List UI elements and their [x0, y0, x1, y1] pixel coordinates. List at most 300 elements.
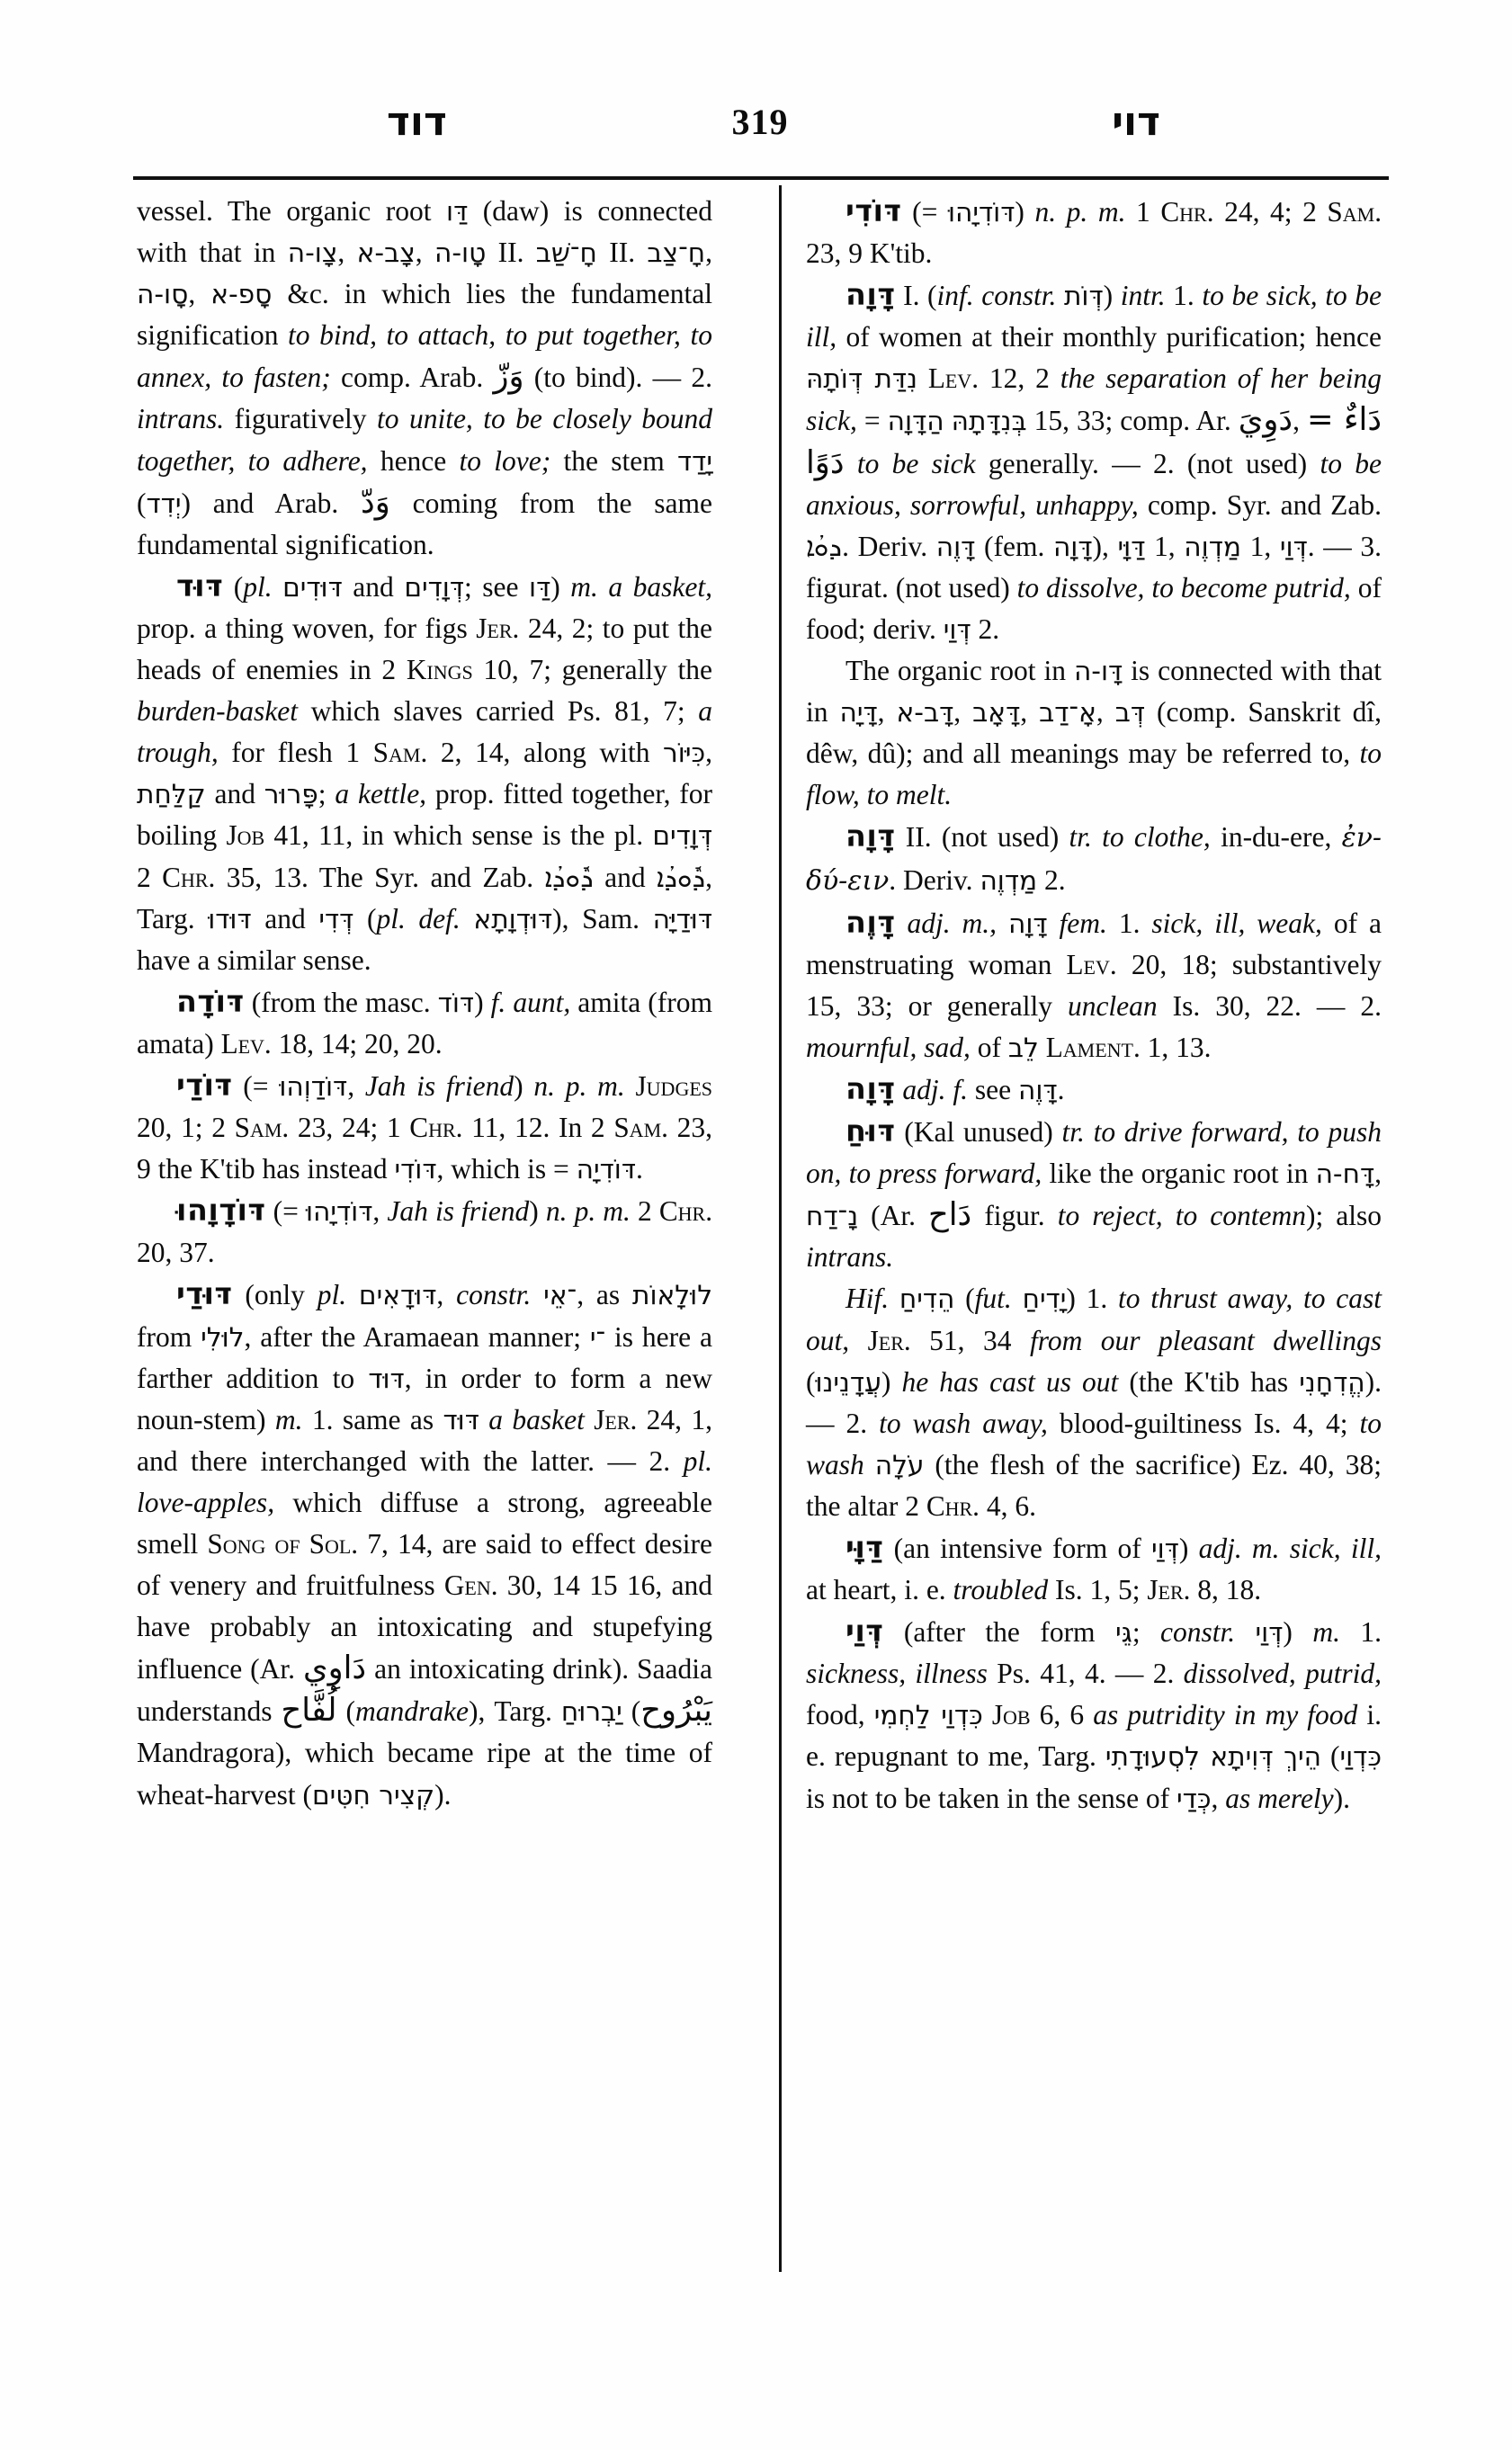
body-text: ,	[337, 237, 357, 269]
gloss-text: pl.	[243, 570, 273, 603]
hebrew-text: סָו‑ה	[137, 279, 189, 310]
gloss-text: tr. to clothe,	[1069, 821, 1211, 854]
hebrew-text: דְּוַי	[1150, 1533, 1179, 1564]
body-text: and	[251, 902, 319, 934]
hebrew-text: דְּוַי	[1255, 1617, 1284, 1649]
gloss-text: intrans.	[137, 403, 225, 435]
hebrew-text: יְדִד	[146, 487, 182, 519]
hebrew-text: פָּרוּר	[264, 779, 318, 810]
body-text	[864, 1449, 875, 1480]
body-text: &c. in which lies the fundamental signification	[137, 278, 712, 352]
body-text: prop. fitted together, for boiling	[137, 778, 713, 852]
body-text: (from the masc.	[244, 986, 438, 1018]
entry-headword: דָּוָה	[845, 277, 896, 313]
arabic-text: لُفَّاح	[281, 1692, 337, 1730]
gloss-text: burden-basket	[137, 695, 299, 728]
body-text: (	[223, 570, 244, 603]
body-text: )	[1103, 280, 1121, 312]
scripture-reference: Chr.	[162, 861, 216, 893]
body-text: figuratively	[224, 403, 377, 435]
body-text: (daw) is connected with that in	[137, 195, 712, 269]
hebrew-text: דַּו	[446, 196, 469, 227]
hebrew-text: עֲדָנֵינוּ	[815, 1366, 881, 1398]
body-text: (after the form	[883, 1616, 1115, 1649]
body-text: ,	[705, 737, 712, 769]
hebrew-text: דָּב‑א	[896, 697, 954, 729]
hebrew-text: צָב‑א	[356, 237, 416, 269]
body-text: 1,	[1240, 530, 1280, 562]
hebrew-text: חָ־צַב	[647, 237, 706, 269]
body-text	[1280, 1533, 1290, 1564]
scripture-reference: Kings	[406, 654, 473, 686]
gloss-text: sick, ill, weak,	[1151, 907, 1322, 939]
hebrew-text: נָ־דַח	[806, 1201, 859, 1232]
gloss-text: as merely	[1225, 1782, 1334, 1814]
gloss-text: the separation of her being sick,	[806, 362, 1382, 437]
dictionary-entry	[806, 1611, 1382, 1819]
gloss-text: n. p. m.	[545, 1195, 631, 1228]
body-text	[585, 1404, 594, 1435]
body-text: ,	[1096, 696, 1115, 729]
gloss-text: Jah is friend	[364, 1069, 514, 1102]
body-text	[625, 1070, 636, 1102]
body-text: vessel. The organic root	[137, 195, 447, 227]
hebrew-text: דַּוָּי	[1117, 531, 1146, 562]
hebrew-text: דְּוֹת	[1063, 281, 1104, 312]
hebrew-text: קְצִיר חִטִּים	[312, 1779, 435, 1811]
body-text: )	[550, 570, 571, 603]
body-text: )	[529, 1195, 546, 1228]
entry-headword: דּוֹדִי	[845, 193, 902, 228]
scripture-reference: Sam.	[613, 1112, 668, 1144]
body-text: )	[1178, 1533, 1199, 1564]
body-text: ) 1.	[1066, 1283, 1119, 1315]
body-text: 12, 2	[979, 362, 1060, 395]
body-text: 1,	[1145, 530, 1185, 562]
entry-headword: דּוּד	[176, 568, 224, 604]
hebrew-text: דְּוַי	[1279, 531, 1308, 562]
body-text	[1056, 280, 1064, 311]
body-text: and	[342, 570, 405, 603]
body-text: 2.	[971, 612, 1000, 645]
body-text: 1, 13.	[1140, 1031, 1212, 1063]
gloss-text: to be sick	[856, 447, 976, 479]
gloss-text: adj. f.	[902, 1073, 969, 1105]
body-text: , Targ.	[137, 861, 712, 934]
arabic-text: دَاح	[928, 1196, 972, 1234]
hebrew-text: דָּוֶה	[1018, 1074, 1058, 1105]
entry-headword: דּוֹדַי	[176, 1067, 233, 1103]
syriac-text: ܕܽܘܕܳܐ	[544, 862, 594, 893]
body-text: ,	[1020, 696, 1040, 729]
body-text: I. (	[895, 280, 937, 312]
gloss-text: intr.	[1120, 280, 1166, 312]
body-text: ), Targ.	[469, 1695, 561, 1728]
dictionary-entry	[806, 650, 1382, 816]
hebrew-text: אָ־דַב	[1039, 697, 1096, 729]
hebrew-text: דּוּדְוָתָא	[473, 903, 553, 934]
hebrew-text: בְּנִדָּתָהּ	[951, 406, 1027, 437]
body-text: 11, 12. In 2	[462, 1112, 614, 1144]
body-text: ).	[1333, 1782, 1351, 1814]
body-text	[849, 1325, 867, 1356]
dictionary-entry	[806, 1111, 1382, 1278]
body-text	[1039, 1032, 1046, 1063]
hebrew-text: עֹלָה	[874, 1449, 925, 1480]
hebrew-text: מַדְוֶה	[1184, 531, 1241, 562]
gloss-text: tr. to drive forward, to push on, to press forward,	[806, 1116, 1382, 1190]
dictionary-entry	[137, 1190, 712, 1274]
hebrew-text: דְּוָדִים	[652, 820, 712, 852]
body-text: =	[856, 405, 888, 437]
gloss-text: mandrake	[355, 1695, 470, 1728]
dictionary-entry	[806, 1069, 1382, 1111]
body-text	[983, 1699, 992, 1730]
body-text: (the K'tib has	[1118, 1365, 1300, 1398]
hebrew-text: דּוֹד	[437, 987, 475, 1018]
entry-headword: דָּוָה	[845, 818, 896, 854]
body-text: (	[353, 902, 377, 934]
body-text: ,	[1211, 1782, 1226, 1814]
body-text: from	[137, 1320, 201, 1353]
body-text: 35, 13. The Syr. and Zab.	[215, 861, 545, 893]
gloss-text: to wash	[806, 1407, 1382, 1480]
body-text: ,	[1374, 1158, 1382, 1190]
body-text: the stem	[550, 444, 678, 477]
gloss-text: pl. def.	[376, 902, 461, 934]
gloss-text: pl. love-apples,	[137, 1444, 712, 1518]
body-text: ); also	[1305, 1200, 1382, 1232]
gloss-text: n. p. m.	[1034, 196, 1126, 228]
scripture-reference: Sam.	[234, 1112, 290, 1144]
body-text: i. e. repugnant to me, Targ.	[806, 1699, 1382, 1773]
body-text	[1048, 908, 1060, 939]
body-text	[896, 908, 908, 939]
syriac-text: ܕܘܳܐ	[806, 531, 843, 562]
body-text: ;	[318, 778, 336, 810]
hebrew-text: הֵיךְ דְּוִיתָא לִסְעוּדָתִי	[1105, 1741, 1321, 1773]
body-text: (=	[901, 196, 948, 228]
hebrew-text: דָּח‑ה	[1315, 1158, 1375, 1190]
dictionary-entry	[137, 566, 712, 981]
body-text: food,	[806, 1699, 874, 1731]
dictionary-entry	[806, 816, 1382, 901]
scripture-reference: Song of Sol.	[207, 1528, 359, 1560]
body-text: hence	[367, 444, 460, 477]
body-text: 24, 1, and there interchanged with the latter. — 2.	[137, 1403, 713, 1477]
gloss-text: as putridity in my food	[1093, 1699, 1358, 1731]
hebrew-text: דּוּדִים	[282, 571, 343, 603]
body-text: II.	[596, 237, 648, 269]
scripture-reference: Lev.	[220, 1027, 272, 1060]
scripture-reference: Chr.	[1160, 196, 1214, 228]
scripture-reference: Jer.	[476, 612, 520, 644]
body-text: for flesh 1	[218, 737, 373, 769]
body-text: (	[806, 1365, 816, 1398]
gloss-text: constr.	[456, 1279, 532, 1311]
body-text: have a similar sense.	[137, 943, 371, 976]
right-column	[806, 191, 1382, 1820]
gloss-text: a kettle,	[335, 778, 427, 810]
gloss-text: adj. m.	[1198, 1533, 1280, 1564]
gloss-text: f.	[490, 986, 506, 1018]
body-text: 23, 24; 1	[289, 1112, 410, 1144]
hebrew-text: הֱדִחָנִי	[1299, 1366, 1365, 1398]
hebrew-text: דּוֹדִיָה	[576, 1154, 637, 1185]
gloss-text: m.	[570, 570, 598, 603]
body-text: (	[336, 1695, 356, 1728]
body-text: (only	[232, 1279, 318, 1311]
body-text: ) and Arab.	[181, 487, 362, 519]
column-divider-rule	[779, 185, 782, 2272]
body-text: (an intensive form of	[883, 1533, 1151, 1564]
body-text	[531, 1279, 543, 1310]
body-text: is not to be taken in the sense of	[806, 1782, 1177, 1814]
scripture-reference: Chr.	[658, 1195, 712, 1228]
body-text: 1. same as	[302, 1403, 443, 1435]
hebrew-text: יָדַד	[677, 445, 712, 477]
hebrew-text: קַלַּחַת	[137, 779, 206, 810]
syriac-text: ܕܽܘܕܳܐ	[657, 862, 706, 893]
running-head-left-hebrew: דוד	[387, 99, 447, 145]
hebrew-text: דּוּד	[368, 1363, 405, 1394]
hebrew-text: דְּדִי	[318, 903, 354, 934]
scripture-reference: Lament.	[1045, 1031, 1141, 1063]
hebrew-text: דַּו	[529, 571, 551, 603]
body-text: 24, 2; to put the heads of enemies in 2	[137, 612, 712, 686]
entry-headword: דָּוָה	[845, 1070, 896, 1106]
dictionary-entry	[806, 1527, 1382, 1611]
body-text: 10, 7; generally the	[472, 654, 713, 686]
gloss-text: adj. m.,	[907, 907, 998, 939]
body-text: Is. 30, 22. — 2.	[1157, 989, 1382, 1022]
gloss-text: constr.	[1159, 1616, 1236, 1649]
body-text: (Kal unused)	[895, 1116, 1062, 1149]
arabic-text: دَاءٌ = دَوًا	[806, 401, 1382, 481]
dictionary-entry	[806, 274, 1382, 650]
body-text: , which is =	[436, 1153, 577, 1185]
body-text: .	[1057, 1073, 1065, 1105]
hebrew-text: יָדִיחַ	[1022, 1283, 1067, 1315]
body-text: ,	[705, 237, 713, 269]
scripture-reference: Chr.	[926, 1489, 980, 1522]
body-text: )	[1015, 196, 1035, 228]
body-text: 51, 34	[910, 1324, 1030, 1356]
entry-headword: דּוֹדָוָהוּ	[176, 1193, 266, 1229]
body-text: ,	[188, 278, 211, 310]
body-text: (fem.	[975, 530, 1053, 562]
body-text: Mandragora), which became ripe at the time of wheat-harvest (	[137, 1737, 712, 1811]
body-text: 20, 18; substantively 15, 33; or generally	[806, 948, 1382, 1022]
body-text: II. (not used)	[895, 821, 1069, 854]
body-text: )	[514, 1069, 534, 1102]
hebrew-text: כִּדְוַי	[1339, 1741, 1382, 1773]
body-text: 23, 9 K'tib.	[806, 237, 933, 270]
entry-headword: דָּוֶה	[845, 904, 896, 940]
body-text: 2, 14, along with	[427, 737, 664, 769]
body-text: 1.	[1106, 907, 1152, 939]
greek-text: ἐν-δύ-ειν	[806, 822, 1382, 897]
gloss-text: to be anxious, sorrowful, unhappy,	[806, 447, 1382, 521]
hebrew-text: דְּב	[1114, 697, 1146, 729]
body-text: Is. 1, 5;	[1048, 1574, 1148, 1606]
gloss-text: a basket	[488, 1403, 585, 1435]
gloss-text: sickness, illness	[806, 1658, 988, 1690]
body-text: coming from the same fundamental signification.	[137, 487, 713, 560]
scripture-reference: Lev.	[927, 362, 979, 395]
body-text: 1	[1125, 196, 1161, 228]
body-text: amita (from amata)	[137, 986, 712, 1060]
hebrew-text: חָ־שַׁב	[535, 237, 597, 269]
gloss-text: m.	[1312, 1616, 1340, 1649]
gloss-text: m.	[274, 1403, 303, 1435]
dictionary-entry	[137, 1274, 712, 1815]
hebrew-text: דּוֹדַוְהוּ	[279, 1070, 348, 1102]
gloss-text: Hif.	[845, 1283, 890, 1315]
gloss-text: to reject, to contemn	[1057, 1200, 1306, 1232]
body-text: 20, 1; 2	[137, 1112, 235, 1144]
body-text: Ps. 41, 4. — 2.	[987, 1658, 1184, 1690]
body-text: ),	[1092, 530, 1118, 562]
body-text: , after the Aramaean manner;	[244, 1320, 590, 1353]
hebrew-text: לוּלָאוֹת	[631, 1280, 713, 1311]
hebrew-text: דָּאָב	[972, 697, 1021, 729]
scripture-reference: Job	[991, 1699, 1031, 1731]
header-rule	[133, 176, 1389, 180]
body-text: (	[622, 1695, 641, 1728]
dictionary-entry	[137, 981, 712, 1065]
body-text: ,	[953, 696, 973, 729]
body-text: (the flesh of the sacrifice) Ez. 40, 38; the altar 2	[806, 1448, 1382, 1522]
body-text: (=	[232, 1069, 280, 1102]
page-number: 319	[731, 102, 789, 142]
body-text	[944, 405, 952, 436]
entry-headword: דּוּדַי	[176, 1276, 233, 1312]
entry-headword: דּוֹדָה	[176, 983, 245, 1019]
body-text: II.	[486, 237, 536, 269]
body-text: (=	[265, 1195, 306, 1228]
body-text: 6, 6	[1030, 1699, 1094, 1731]
body-text: ; see	[463, 570, 529, 603]
hebrew-text: כִּיּוֹר	[663, 738, 706, 769]
body-text: ,	[1293, 405, 1308, 437]
body-text: (Ar.	[858, 1200, 928, 1232]
body-text: .	[636, 1153, 643, 1185]
body-text: , as	[577, 1279, 632, 1311]
gloss-text: a basket,	[608, 570, 713, 603]
hebrew-text: נִדַּת דְּוֹתָהּ	[806, 363, 917, 395]
hebrew-text: דּוּדָאִים	[358, 1280, 437, 1311]
body-text: 2	[630, 1195, 659, 1228]
body-text: of women at their monthly purification; hence	[837, 321, 1382, 353]
body-text: of	[970, 1031, 1008, 1063]
body-text: is here a farther addition to	[137, 1320, 713, 1394]
body-text	[479, 1404, 488, 1435]
scripture-reference: Jer.	[1147, 1574, 1191, 1606]
hebrew-text: דְּוָדִים	[404, 571, 464, 603]
gloss-text: unclean	[1067, 989, 1158, 1022]
body-text: 15, 33; comp. Ar.	[1026, 405, 1239, 437]
scripture-reference: Sam.	[1327, 196, 1382, 228]
hebrew-text: דּוּד	[443, 1404, 479, 1435]
body-text: generally. — 2. (not used)	[975, 447, 1320, 479]
entry-headword: דְּוַי	[845, 1614, 884, 1650]
running-head	[135, 94, 1385, 159]
body-text	[346, 1279, 359, 1310]
scripture-reference: Lev.	[1066, 948, 1117, 980]
body-text	[598, 571, 609, 603]
body-text	[461, 903, 474, 934]
gloss-text: to bind, to attach, to put together, to annex, to fasten;	[137, 319, 712, 394]
body-text: 8, 18.	[1190, 1574, 1262, 1606]
entry-headword: דַּוָּי	[845, 1530, 884, 1565]
body-text	[845, 448, 857, 479]
dictionary-entry	[137, 1065, 712, 1190]
gloss-text: inf. constr.	[936, 280, 1057, 312]
gloss-text: dissolved, putrid,	[1183, 1658, 1382, 1690]
gloss-text: fut.	[974, 1283, 1012, 1315]
body-text: see	[968, 1073, 1019, 1105]
left-column	[137, 191, 712, 1816]
body-text: ,	[347, 1069, 365, 1102]
arabic-text: يَبْرُوح	[640, 1692, 712, 1730]
dictionary-entry	[806, 902, 1382, 1069]
body-text: ).	[434, 1778, 452, 1811]
scripture-reference: Sam.	[372, 737, 428, 769]
body-text: which diffuse a strong, agreeable smell	[137, 1486, 712, 1560]
arabic-text: وَزّ	[493, 358, 524, 396]
arabic-text: دَوِيَ	[1238, 401, 1293, 439]
gloss-text: to dissolve, to become putrid,	[1016, 571, 1351, 604]
gloss-text: to thrust away, to cast out,	[806, 1283, 1382, 1356]
body-text: figur.	[971, 1200, 1058, 1232]
hebrew-text: דְּוַי	[943, 613, 971, 645]
arabic-text: دَاوِي	[302, 1650, 367, 1687]
gloss-text: Jah is friend	[387, 1195, 530, 1228]
dictionary-entry	[137, 191, 712, 566]
scripture-reference: Job	[226, 819, 265, 852]
gloss-text: sick, ill,	[1289, 1533, 1382, 1564]
hebrew-text: צָו‑ה	[287, 237, 338, 269]
gloss-text: to flow, to melt.	[806, 738, 1382, 811]
hebrew-text: לֵב	[1007, 1032, 1039, 1063]
body-text: . Deriv.	[889, 863, 980, 896]
hebrew-text: הֵדִיחַ	[899, 1283, 955, 1315]
gloss-text: aunt,	[513, 986, 571, 1018]
gloss-text: fem.	[1059, 907, 1107, 939]
body-text	[997, 908, 1008, 939]
body-text	[1235, 1616, 1255, 1648]
body-text: blood-guiltiness Is. 4, 4;	[1047, 1407, 1360, 1439]
body-text: in-du-ere,	[1210, 821, 1342, 854]
hebrew-text: סָפ‑א	[210, 279, 273, 310]
gloss-text: to unite, to be closely bound together, to adhere,	[137, 403, 712, 477]
body-text: 18, 14; 20, 20.	[271, 1027, 443, 1060]
gloss-text: to wash away,	[879, 1407, 1048, 1439]
body-text: ), Sam.	[552, 902, 653, 934]
body-text	[273, 571, 283, 603]
hebrew-text: דָּוֶה	[935, 531, 976, 562]
hebrew-text: דָּוָה	[1052, 531, 1093, 562]
body-text: ,	[436, 1279, 457, 1311]
body-text	[1012, 1283, 1023, 1314]
body-text: comp. Arab.	[330, 362, 494, 394]
body-text: 4, 6.	[979, 1489, 1036, 1522]
body-text: an intoxicating drink). Saadia understands	[137, 1653, 712, 1728]
body-text: (to bind). — 2.	[523, 362, 713, 394]
body-text: )	[1283, 1616, 1313, 1649]
body-text: ). — 2.	[806, 1365, 1382, 1439]
